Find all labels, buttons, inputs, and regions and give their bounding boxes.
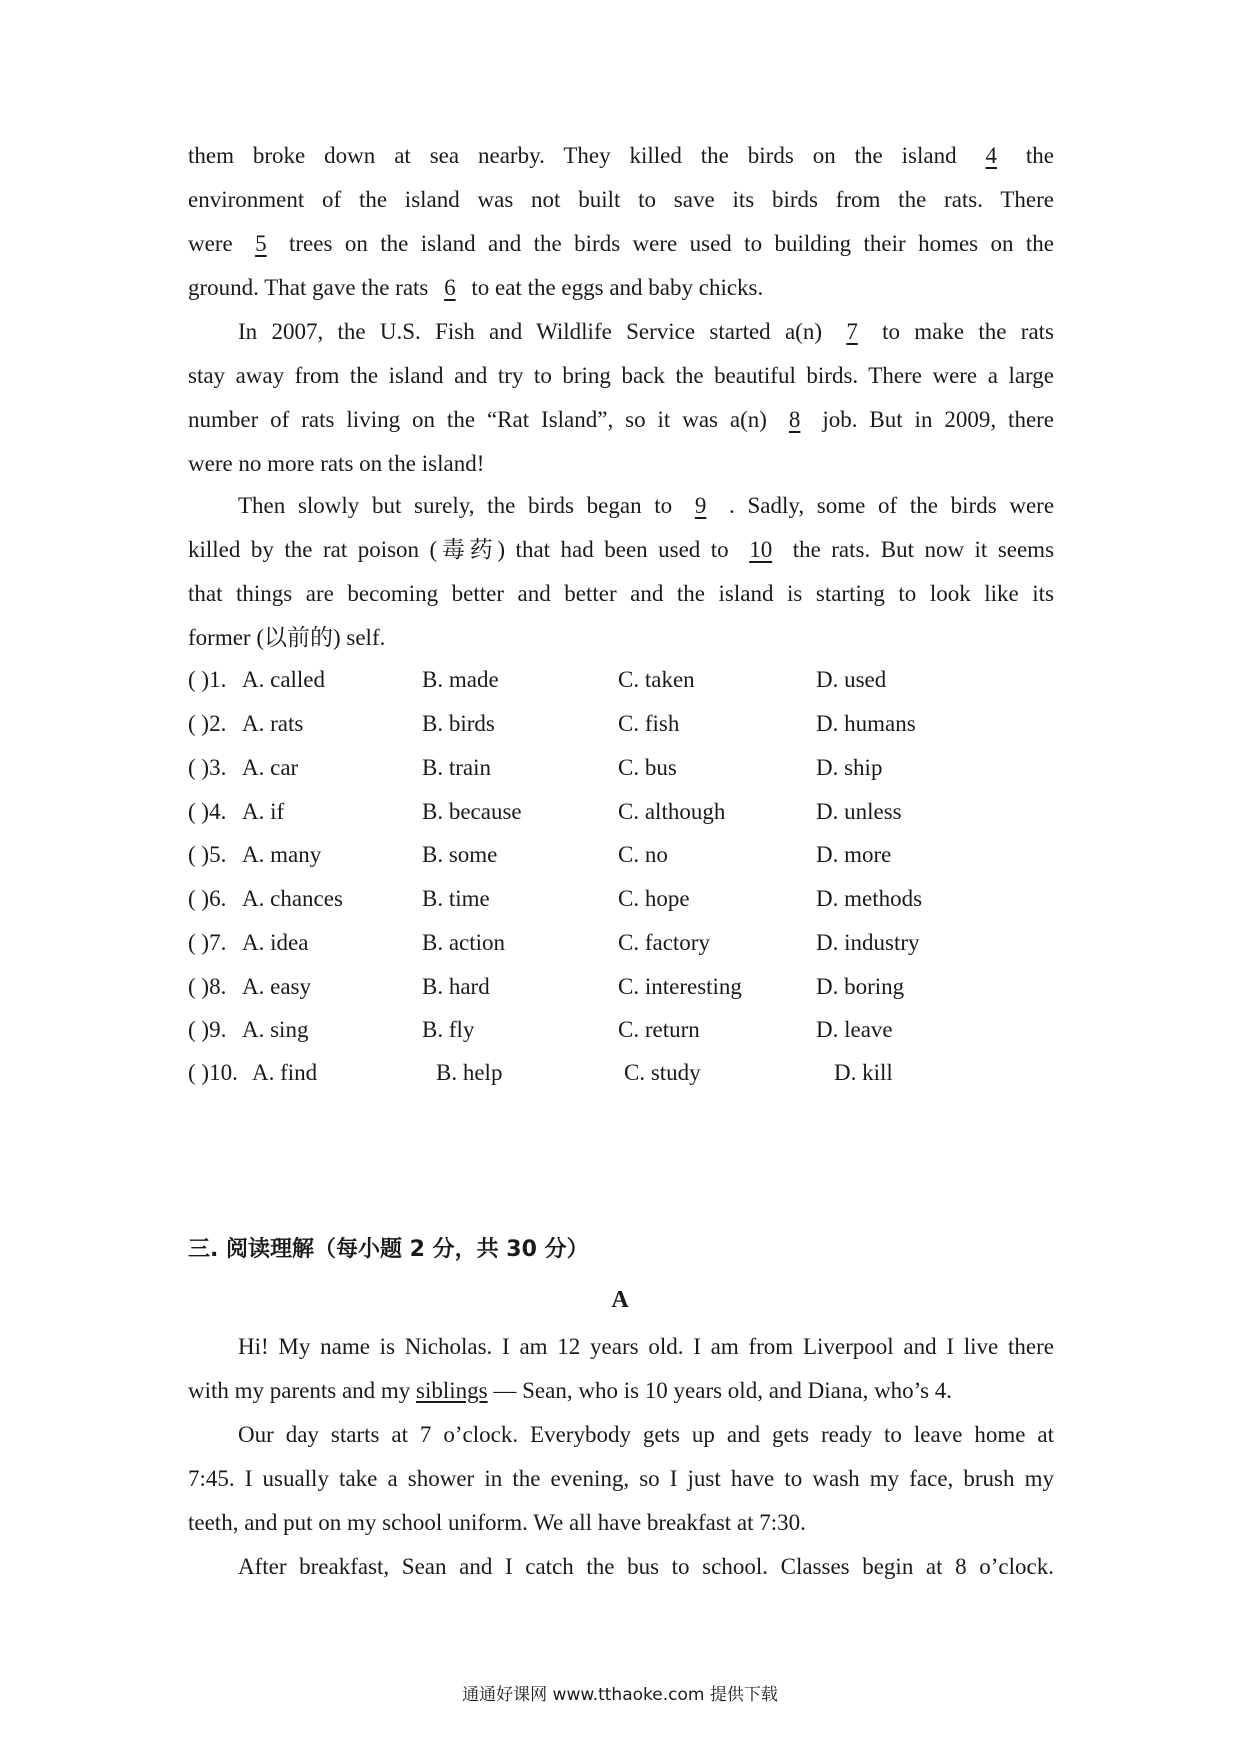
text-span: job. But in 2009, there [822,407,1055,432]
option-b: B. action [422,930,506,955]
text-span: were [188,231,233,256]
text-span: to make the rats [882,319,1054,344]
question-number: ( )9. [188,1017,227,1042]
option-d: D. leave [816,1017,893,1042]
passage-line [188,536,1054,564]
question-number: ( )1. [188,667,227,692]
option-d: D. humans [816,711,916,736]
section-heading: 三. 阅读理解（每小题 2 分，共 30 分） [188,1237,589,1262]
text-span: trees on the island and the birds were used to building their homes on the [289,231,1055,256]
option-b: B. hard [422,974,490,999]
text-span: In 2007, the U.S. Fish and Wildlife Service started a(n) [238,319,823,344]
option-b: B. birds [422,711,495,736]
blank-4: 4 [985,143,997,168]
option-d: D. methods [816,886,923,911]
option-b: B. train [422,755,491,780]
passage-line: teeth, and put on my school uniform. We all have breakfast at 7:30. [188,1510,806,1535]
text-span: ground. That gave the rats [188,275,429,300]
passage-line [238,318,1054,346]
passage-line: environment of the island was not built to save its birds from the rats. There [188,187,1054,212]
blank-9: 9 [694,493,707,518]
passage-line: Hi! My name is Nicholas. I am 12 years old. I am from Liverpool and I live there [238,1334,1054,1359]
passage-line: former (以前的) self. [188,625,386,650]
option-d: D. industry [816,930,920,955]
passage-line [188,1377,1054,1405]
text-span: number of rats living on the “Rat Island”, so it was a(n) [188,407,767,432]
option-a: A. if [242,799,285,824]
blank-8: 8 [788,407,801,432]
option-b: B. time [422,886,490,911]
option-b: B. because [422,799,522,824]
text-span: — Sean, who is 10 years old, and Diana, who’s 4. [493,1378,953,1403]
passage-line: stay away from the island and try to bring back the beautiful birds. There were a large [188,363,1054,388]
text-span: with my parents and my [188,1378,411,1403]
passage-line [188,406,1054,434]
passage-line: After breakfast, Sean and I catch the bus to school. Classes begin at 8 o’clock. [238,1554,1054,1579]
option-c: C. study [624,1060,701,1085]
text-span: . Sadly, some of the birds were [729,493,1055,518]
option-c: C. although [618,799,726,824]
option-c: C. hope [618,886,690,911]
option-b: B. some [422,842,498,867]
passage-line [238,492,1054,520]
option-c: C. no [618,842,668,867]
question-number: ( )5. [188,842,227,867]
option-c: C. fish [618,711,680,736]
option-b: B. fly [422,1017,475,1042]
option-b: B. help [436,1060,503,1085]
text-span: the rats. But now it seems [792,537,1055,562]
option-d: D. kill [834,1060,893,1085]
passage-line: 7:45. I usually take a shower in the evening, so I just have to wash my face, brush my [188,1466,1054,1491]
passage-line [188,274,1054,302]
question-number: ( )6. [188,886,227,911]
option-a: A. car [242,755,299,780]
passage-line [188,230,1054,258]
blank-10: 10 [749,537,773,562]
option-a: A. idea [242,930,309,955]
option-c: C. return [618,1017,700,1042]
question-number: ( )10. [188,1060,238,1085]
option-d: D. used [816,667,887,692]
option-a: A. many [242,842,322,867]
option-c: C. taken [618,667,695,692]
text-span: killed by the rat poison (毒药) that had been used to [188,537,729,562]
passage-line [188,142,1054,170]
blank-5: 5 [255,231,267,256]
option-a: A. chances [242,886,343,911]
blank-7: 7 [846,319,858,344]
option-a: A. sing [242,1017,309,1042]
option-c: C. factory [618,930,710,955]
underlined-word: siblings [416,1378,488,1403]
option-d: D. more [816,842,892,867]
option-a: A. find [252,1060,318,1085]
question-number: ( )7. [188,930,227,955]
option-a: A. called [242,667,326,692]
option-c: C. bus [618,755,677,780]
option-d: D. unless [816,799,902,824]
option-d: D. boring [816,974,905,999]
option-a: A. rats [242,711,304,736]
passage-line: were no more rats on the island! [188,451,485,476]
text-span: Then slowly but surely, the birds began to [238,493,673,518]
passage-line: that things are becoming better and better and the island is starting to look like its [188,581,1054,606]
page-footer: 通通好课网 www.tthaoke.com 提供下载 [462,1685,778,1705]
text-span: the [1025,143,1055,168]
passage-title: A [611,1287,629,1313]
option-d: D. ship [816,755,883,780]
question-number: ( )2. [188,711,227,736]
passage-line: Our day starts at 7 o’clock. Everybody gets up and gets ready to leave home at [238,1422,1054,1447]
blank-6: 6 [444,275,456,300]
question-number: ( )8. [188,974,227,999]
option-a: A. easy [242,974,311,999]
option-c: C. interesting [618,974,742,999]
option-b: B. made [422,667,499,692]
text-span: to eat the eggs and baby chicks. [471,275,764,300]
question-number: ( )3. [188,755,227,780]
text-span: them broke down at sea nearby. They killed the birds on the island [188,143,957,168]
question-number: ( )4. [188,799,227,824]
